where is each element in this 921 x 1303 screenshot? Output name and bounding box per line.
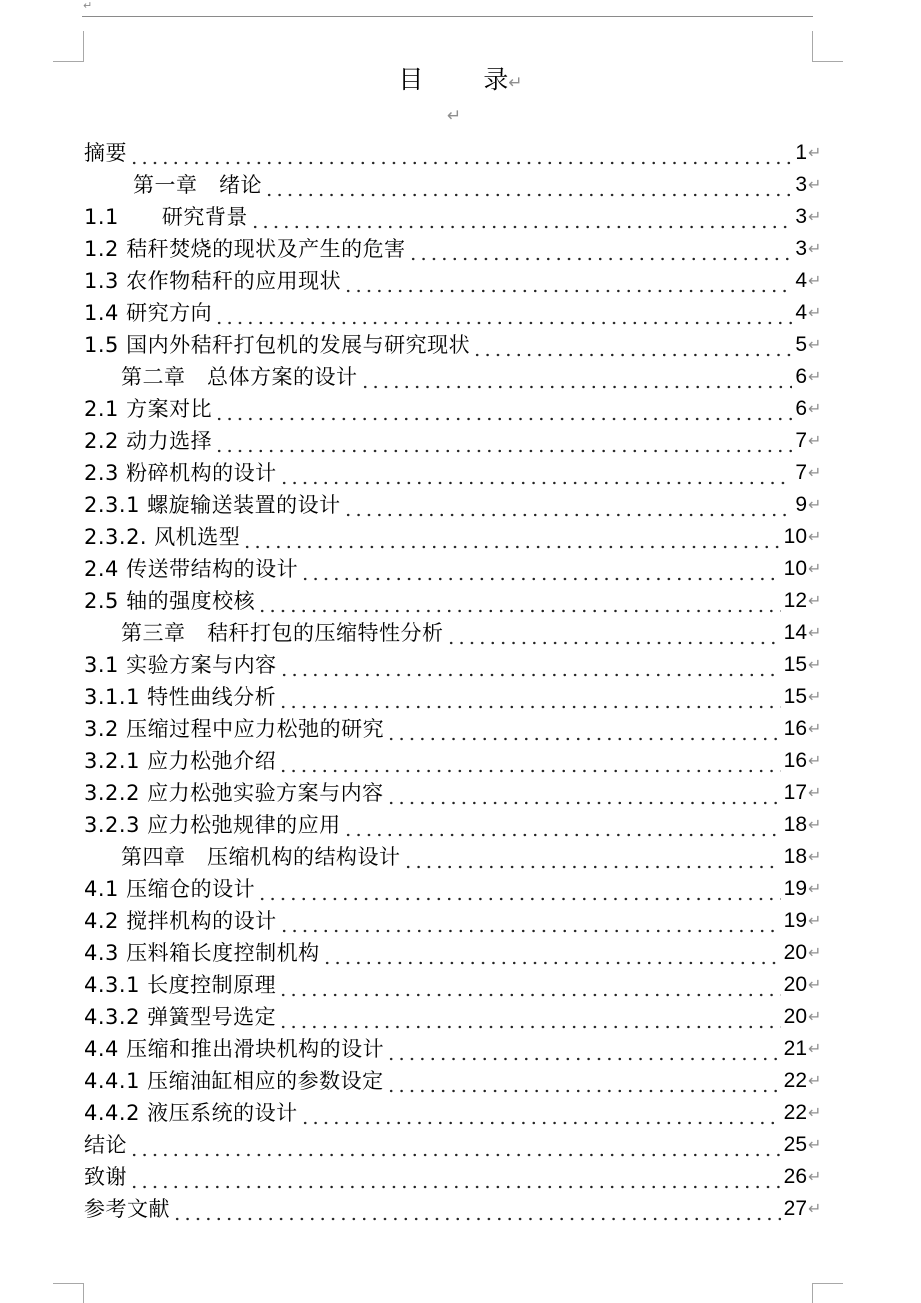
dot-leader [322, 939, 781, 967]
dot-leader [279, 459, 792, 487]
toc-entry[interactable] [84, 1097, 824, 1129]
paragraph-mark-icon: ↵ [808, 815, 822, 834]
title-char-2: 录 [483, 65, 509, 94]
paragraph-mark-icon: ↵ [808, 399, 822, 418]
dot-leader [408, 235, 792, 263]
toc-entry-label[interactable]: 4.3 压料箱长度控制机构 [84, 941, 320, 965]
toc-entry-label[interactable]: 2.1 方案对比 [84, 397, 213, 421]
toc-entry[interactable] [84, 425, 824, 457]
toc-entry-page-number[interactable]: 17 [783, 781, 807, 804]
toc-entry-page-number[interactable]: 6 [795, 365, 807, 388]
toc-entry[interactable] [84, 905, 824, 937]
toc-entry[interactable] [84, 937, 824, 969]
paragraph-mark-icon: ↵ [808, 1071, 822, 1090]
toc-entry-label[interactable]: 3.2.2 应力松弛实验方案与内容 [84, 781, 384, 805]
toc-entry[interactable] [84, 201, 824, 233]
dot-leader [129, 139, 792, 167]
toc-entry-page-number[interactable]: 20 [783, 1005, 807, 1028]
toc-entry-page-number[interactable]: 19 [783, 877, 807, 900]
toc-entry[interactable] [84, 841, 824, 873]
dot-leader [386, 1067, 781, 1095]
toc-entry[interactable] [84, 1033, 824, 1065]
toc-entry-label[interactable]: 第一章 绪论 [133, 173, 262, 197]
toc-entry-page-number[interactable]: 18 [783, 813, 807, 836]
toc-entry-page-number[interactable]: 10 [783, 557, 807, 580]
toc-entry-label[interactable]: 4.2 搅拌机构的设计 [84, 909, 277, 933]
toc-entry[interactable] [84, 873, 824, 905]
dot-leader [264, 171, 792, 199]
toc-entry-page-number[interactable]: 22 [783, 1101, 807, 1124]
toc-entry-page-number[interactable]: 15 [783, 685, 807, 708]
toc-entry-label[interactable]: 结论 [84, 1133, 127, 1157]
toc-entry[interactable] [84, 649, 824, 681]
paragraph-mark-icon: ↵ [808, 527, 822, 546]
toc-entry[interactable] [84, 1161, 824, 1193]
toc-title[interactable] [0, 64, 921, 99]
toc-entry-page-number[interactable]: 4 [795, 301, 807, 324]
dot-leader [386, 715, 781, 743]
dot-leader [279, 907, 781, 935]
toc-entry-label[interactable]: 2.2 动力选择 [84, 429, 213, 453]
toc-entry-page-number[interactable]: 21 [783, 1037, 807, 1060]
paragraph-mark-icon: ↵ [808, 271, 822, 290]
toc-entry-page-number[interactable]: 5 [795, 333, 807, 356]
toc-entry[interactable] [84, 329, 824, 361]
dot-leader [360, 363, 793, 391]
toc-entry-page-number[interactable]: 16 [783, 749, 807, 772]
paragraph-mark-icon: ↵ [808, 719, 822, 738]
toc-entry[interactable] [84, 585, 824, 617]
toc-entry-label[interactable]: 4.3.2 弹簧型号选定 [84, 1005, 277, 1029]
toc-entry[interactable] [84, 1129, 824, 1161]
toc-entry-label[interactable]: 2.3 粉碎机构的设计 [84, 461, 277, 485]
toc-entry[interactable] [84, 1065, 824, 1097]
toc-entry-label[interactable]: 参考文献 [84, 1197, 170, 1221]
toc-entry-page-number[interactable]: 27 [783, 1197, 807, 1220]
toc-entry-page-number[interactable]: 26 [783, 1165, 807, 1188]
toc-entry[interactable] [84, 969, 824, 1001]
blank-paragraph-mark-icon[interactable]: ↵ [447, 106, 462, 126]
toc-entry[interactable] [84, 777, 824, 809]
dot-leader [343, 491, 792, 519]
toc-entry-page-number[interactable]: 12 [783, 589, 807, 612]
paragraph-mark-icon: ↵ [808, 143, 822, 162]
toc-entry-page-number[interactable]: 3 [795, 205, 807, 228]
paragraph-mark-icon: ↵ [808, 847, 822, 866]
dot-leader [279, 651, 781, 679]
toc-entry-page-number[interactable]: 20 [783, 941, 807, 964]
toc-entry-page-number[interactable]: 14 [783, 621, 807, 644]
toc-entry-label[interactable]: 4.1 压缩仓的设计 [84, 877, 256, 901]
toc-entry[interactable] [84, 265, 824, 297]
toc-entry-page-number[interactable]: 20 [783, 973, 807, 996]
toc-entry[interactable] [84, 745, 824, 777]
paragraph-mark-icon: ↵ [808, 431, 822, 450]
dot-leader [300, 555, 781, 583]
toc-entry[interactable] [84, 297, 824, 329]
toc-entry-label[interactable]: 3.1.1 特性曲线分析 [84, 685, 277, 709]
toc-entry-label[interactable]: 3.2 压缩过程中应力松弛的研究 [84, 717, 385, 741]
toc-entry[interactable] [84, 809, 824, 841]
toc-entry-page-number[interactable]: 3 [795, 237, 807, 260]
toc-entry-label[interactable]: 4.3.1 长度控制原理 [84, 973, 277, 997]
paragraph-mark-icon: ↵ [808, 1199, 822, 1218]
dot-leader [446, 619, 781, 647]
toc-entry[interactable] [84, 457, 824, 489]
toc-entry-label[interactable]: 1.2 秸秆焚烧的现状及产生的危害 [84, 237, 406, 261]
dot-leader [343, 267, 792, 295]
crop-mark-top-right [812, 31, 843, 62]
paragraph-mark-icon: ↵ [808, 239, 822, 258]
toc-entry-label[interactable]: 3.1 实验方案与内容 [84, 653, 277, 677]
paragraph-mark-icon: ↵ [808, 1135, 822, 1154]
toc-entry-label[interactable]: 致谢 [84, 1165, 127, 1189]
paragraph-mark-icon: ↵ [808, 335, 822, 354]
toc-entry-label[interactable]: 1.4 研究方向 [84, 301, 213, 325]
toc-entry-page-number[interactable]: 4 [795, 269, 807, 292]
paragraph-mark-icon: ↵ [808, 463, 822, 482]
paragraph-mark-icon: ↵ [808, 367, 822, 386]
toc-entry[interactable] [84, 361, 824, 393]
dot-leader [472, 331, 792, 359]
toc-entry-page-number[interactable]: 7 [795, 461, 807, 484]
toc-entry-page-number[interactable]: 3 [795, 173, 807, 196]
toc-entry-label[interactable]: 2.3.2. 风机选型 [84, 525, 241, 549]
toc-entry-label[interactable]: 第二章 总体方案的设计 [121, 365, 358, 389]
toc-entry-label[interactable]: 4.4.2 液压系统的设计 [84, 1101, 298, 1125]
paragraph-mark-icon: ↵ [808, 943, 822, 962]
toc-entry[interactable] [84, 553, 824, 585]
paragraph-mark-icon: ↵ [808, 1167, 822, 1186]
toc-entry-label[interactable]: 1.3 农作物秸秆的应用现状 [84, 269, 342, 293]
toc-entry-label[interactable]: 2.4 传送带结构的设计 [84, 557, 299, 581]
header-paragraph-mark-icon: ↵ [83, 0, 93, 12]
dot-leader [278, 747, 781, 775]
paragraph-mark-icon: ↵ [808, 1007, 822, 1026]
paragraph-mark-icon: ↵ [808, 559, 822, 578]
toc-entry-page-number[interactable]: 22 [783, 1069, 807, 1092]
toc-entry-page-number[interactable]: 10 [783, 525, 807, 548]
dot-leader [386, 1035, 781, 1063]
toc-entry[interactable] [84, 169, 824, 201]
table-of-contents [84, 137, 824, 1225]
title-char-1: 目 [398, 65, 424, 94]
toc-entry-label[interactable]: 4.4 压缩和推出滑块机构的设计 [84, 1037, 385, 1061]
paragraph-mark-icon: ↵ [808, 751, 822, 770]
dot-leader [129, 1163, 781, 1191]
toc-entry[interactable] [84, 521, 824, 553]
dot-leader [278, 683, 781, 711]
dot-leader [300, 1099, 781, 1127]
paragraph-mark-icon: ↵ [808, 175, 822, 194]
dot-leader [257, 587, 781, 615]
toc-entry[interactable] [84, 393, 824, 425]
toc-entry-label[interactable]: 4.4.1 压缩油缸相应的参数设定 [84, 1069, 384, 1093]
toc-entry[interactable] [84, 137, 824, 169]
paragraph-mark-icon: ↵ [808, 911, 822, 930]
toc-entry-page-number[interactable]: 18 [783, 845, 807, 868]
dot-leader [214, 427, 792, 455]
toc-entry[interactable] [84, 681, 824, 713]
toc-entry-page-number[interactable]: 16 [783, 717, 807, 740]
paragraph-mark-icon: ↵ [808, 655, 822, 674]
dot-leader [403, 843, 781, 871]
toc-entry-page-number[interactable]: 6 [795, 397, 807, 420]
dot-leader [214, 299, 792, 327]
crop-mark-bottom-left [53, 1283, 84, 1303]
paragraph-mark-icon: ↵ [808, 783, 822, 802]
paragraph-mark-icon: ↵ [808, 975, 822, 994]
dot-leader [129, 1131, 781, 1159]
paragraph-mark-icon: ↵ [808, 1103, 822, 1122]
toc-entry-label[interactable]: 1.5 国内外秸秆打包机的发展与研究现状 [84, 333, 471, 357]
paragraph-mark-icon: ↵ [808, 591, 822, 610]
toc-entry-label[interactable]: 3.2.1 应力松弛介绍 [84, 749, 277, 773]
toc-entry-label[interactable]: 1.1 研究背景 [84, 205, 248, 229]
toc-entry-page-number[interactable]: 9 [795, 493, 807, 516]
crop-mark-bottom-right [812, 1283, 843, 1303]
toc-entry[interactable] [84, 713, 824, 745]
dot-leader [278, 1003, 781, 1031]
paragraph-mark-icon: ↵ [808, 1039, 822, 1058]
header-rule [82, 16, 813, 17]
dot-leader [278, 971, 781, 999]
paragraph-mark-icon: ↵ [508, 73, 523, 93]
paragraph-mark-icon: ↵ [808, 207, 822, 226]
paragraph-mark-icon: ↵ [808, 303, 822, 322]
toc-entry[interactable] [84, 233, 824, 265]
toc-entry-page-number[interactable]: 19 [783, 909, 807, 932]
toc-entry-label[interactable]: 第三章 秸秆打包的压缩特性分析 [121, 621, 444, 645]
paragraph-mark-icon: ↵ [808, 623, 822, 642]
dot-leader [214, 395, 792, 423]
paragraph-mark-icon: ↵ [808, 495, 822, 514]
toc-entry[interactable] [84, 1001, 824, 1033]
paragraph-mark-icon: ↵ [808, 687, 822, 706]
dot-leader [386, 779, 781, 807]
dot-leader [242, 523, 780, 551]
toc-entry[interactable] [84, 1193, 824, 1225]
toc-entry-label[interactable]: 2.5 轴的强度校核 [84, 589, 256, 613]
crop-mark-top-left [53, 31, 84, 62]
toc-entry-page-number[interactable]: 25 [783, 1133, 807, 1156]
toc-entry-label[interactable]: 3.2.3 应力松弛规律的应用 [84, 813, 341, 837]
toc-entry-label[interactable]: 2.3.1 螺旋输送装置的设计 [84, 493, 341, 517]
toc-entry[interactable] [84, 617, 824, 649]
dot-leader [250, 203, 792, 231]
paragraph-mark-icon: ↵ [808, 879, 822, 898]
toc-entry-page-number[interactable]: 7 [795, 429, 807, 452]
toc-entry[interactable] [84, 489, 824, 521]
toc-entry-label[interactable]: 摘要 [84, 141, 127, 165]
dot-leader [343, 811, 781, 839]
toc-entry-label[interactable]: 第四章 压缩机构的结构设计 [121, 845, 401, 869]
dot-leader [257, 875, 781, 903]
dot-leader [172, 1195, 781, 1223]
toc-entry-page-number[interactable]: 15 [783, 653, 807, 676]
toc-entry-page-number[interactable]: 1 [795, 141, 807, 164]
